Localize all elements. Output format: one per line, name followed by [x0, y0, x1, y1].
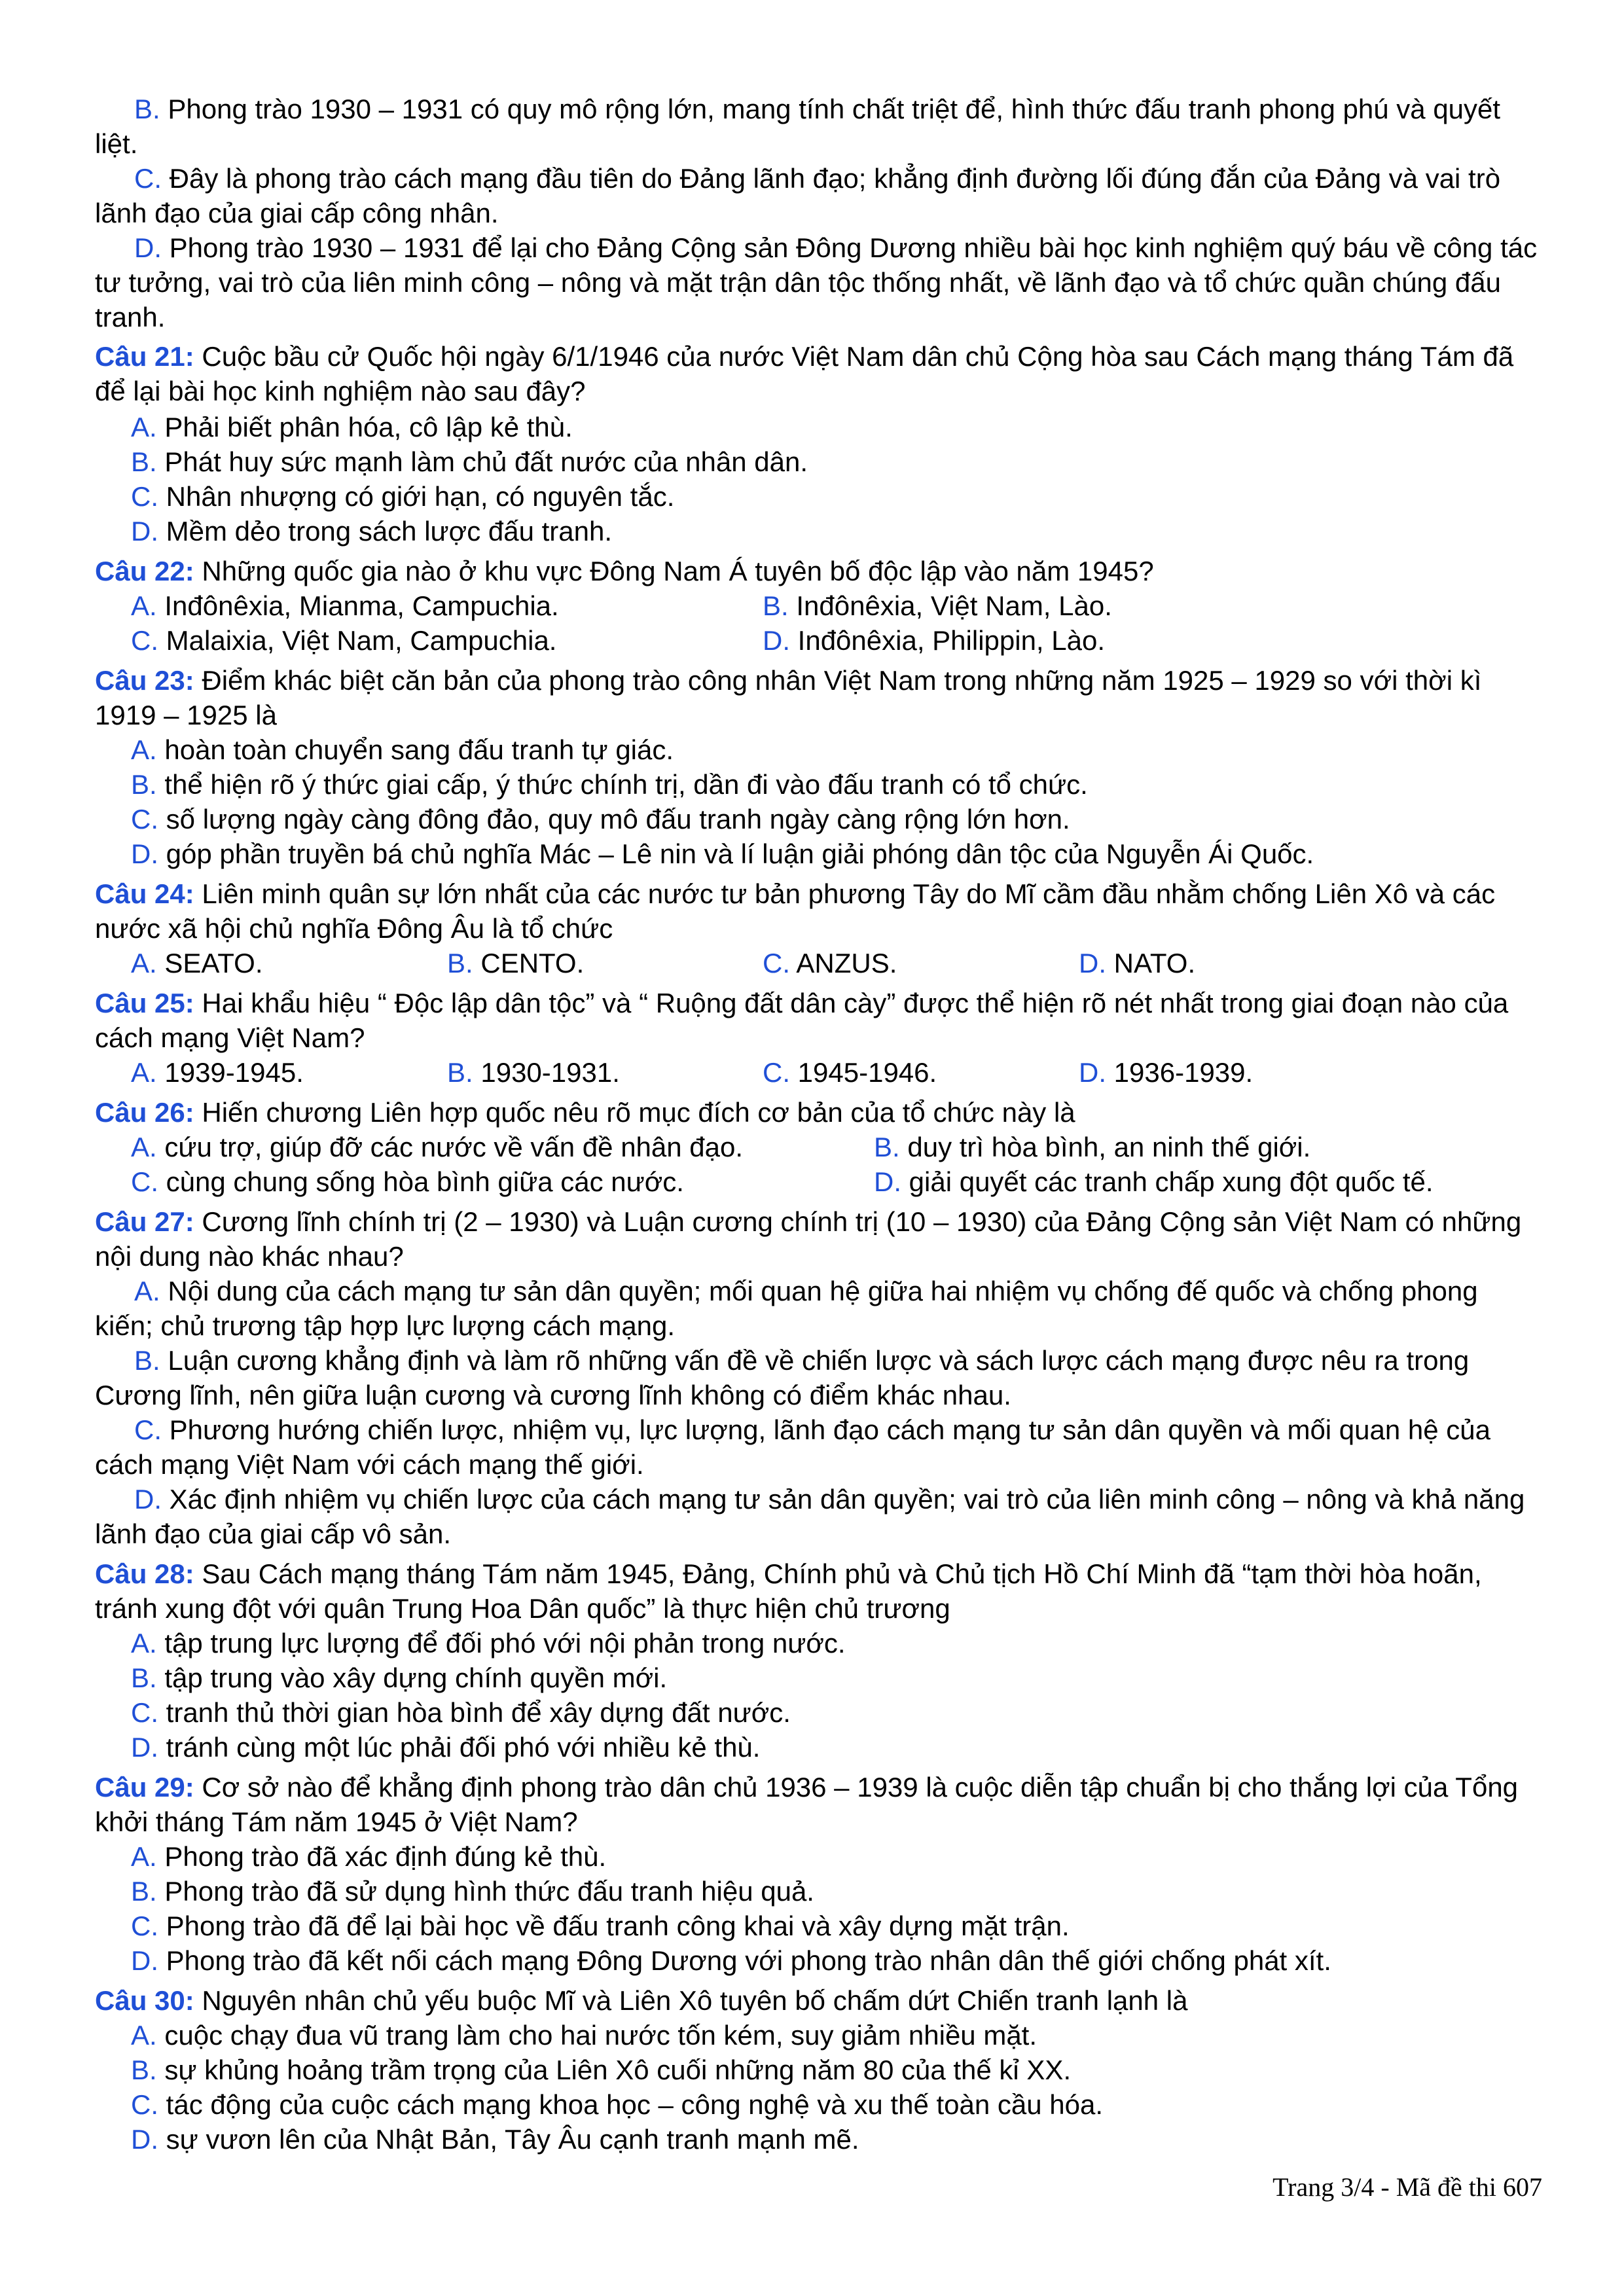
- option-23b: [131, 767, 1088, 802]
- option-label: D.: [763, 625, 790, 656]
- question-28: [95, 1556, 1538, 1626]
- option-21a: [131, 410, 573, 444]
- question-text: Nguyên nhân chủ yếu buộc Mĩ và Liên Xô tuyên bố chấm dứt Chiến tranh lạnh là: [202, 1985, 1188, 2016]
- option-text: 1945-1946.: [797, 1057, 937, 1088]
- question-text: Hai khẩu hiệu “ Độc lập dân tộc” và “ Ruộng đất dân cày” được thể hiện rõ nét nhất trong giai đoạn nào của cách mạng Việt Nam?: [95, 988, 1509, 1053]
- option-21d: [131, 514, 612, 548]
- option-text: Luận cương khẳng định và làm rõ những vấn đề về chiến lược và sách lược cách mạng được nêu ra trong Cương lĩnh, nên giữa luận cương và cương lĩnh không có điểm khác nhau.: [95, 1345, 1470, 1410]
- option-text: hoàn toàn chuyển sang đấu tranh tự giác.: [164, 734, 674, 765]
- question-text: Những quốc gia nào ở khu vực Đông Nam Á tuyên bố độc lập vào năm 1945?: [202, 556, 1154, 586]
- question-text: Hiến chương Liên hợp quốc nêu rõ mục đích cơ bản của tổ chức này là: [202, 1097, 1075, 1128]
- option-23c: [131, 802, 1070, 836]
- option-26c: [131, 1164, 684, 1199]
- question-text: Liên minh quân sự lớn nhất của các nước tư bản phương Tây do Mĩ cầm đầu nhằm chống Liên Xô và các nước xã hội chủ nghĩa Đông Âu là tổ chức: [95, 878, 1496, 944]
- option-label: B.: [134, 1345, 160, 1376]
- option-label: A.: [131, 412, 157, 442]
- question-22: [95, 554, 1538, 588]
- option-text: SEATO.: [164, 948, 263, 978]
- option-label: C.: [131, 804, 158, 834]
- option-28c: [131, 1695, 791, 1730]
- option-text: sự vươn lên của Nhật Bản, Tây Âu cạnh tranh mạnh mẽ.: [166, 2124, 859, 2155]
- option-text: Phương hướng chiến lược, nhiệm vụ, lực lượng, lãnh đạo cách mạng tư sản dân quyền và mối quan hệ của cách mạng Việt Nam với cách mạng thế giới.: [95, 1414, 1491, 1480]
- option-29b: [131, 1874, 814, 1909]
- option-24d: [1079, 946, 1195, 980]
- option-text: cùng chung sống hòa bình giữa các nước.: [166, 1166, 684, 1197]
- question-text: Cuộc bầu cử Quốc hội ngày 6/1/1946 của nước Việt Nam dân chủ Cộng hòa sau Cách mạng tháng Tám đã để lại bài học kinh nghiệm nào sau đây?: [95, 341, 1514, 406]
- option-label: B.: [131, 1876, 157, 1907]
- option-text: tranh thủ thời gian hòa bình để xây dựng đất nước.: [166, 1697, 791, 1728]
- option-text: Phải biết phân hóa, cô lập kẻ thù.: [164, 412, 573, 442]
- question-number: Câu 24:: [95, 878, 194, 909]
- option-label: C.: [131, 481, 158, 512]
- option-label: C.: [131, 2089, 158, 2120]
- question-number: Câu 27:: [95, 1206, 194, 1237]
- question-number: Câu 30:: [95, 1985, 194, 2016]
- option-text: Mềm dẻo trong sách lược đấu tranh.: [166, 516, 613, 547]
- option-text: Malaixia, Việt Nam, Campuchia.: [166, 625, 557, 656]
- option-text: Phong trào 1930 – 1931 có quy mô rộng lớn, mang tính chất triệt để, hình thức đấu tranh phong phú và quyết liệt.: [95, 94, 1501, 159]
- option-label: D.: [1079, 948, 1106, 978]
- question-30: [95, 1983, 1538, 2018]
- option-text: Phong trào đã sử dụng hình thức đấu tranh hiệu quả.: [164, 1876, 814, 1907]
- option-28d: [131, 1730, 760, 1765]
- option-label: B.: [874, 1132, 900, 1162]
- option-label: C.: [131, 1166, 158, 1197]
- option-29d: [131, 1943, 1331, 1978]
- option-21b: [131, 444, 808, 479]
- option-26a: [131, 1130, 743, 1164]
- question-number: Câu 29:: [95, 1772, 194, 1803]
- option-text: 1936-1939.: [1113, 1057, 1254, 1088]
- option-text: sự khủng hoảng trầm trọng của Liên Xô cuối những năm 80 của thế kỉ XX.: [164, 2054, 1072, 2085]
- option-27c: [95, 1412, 1538, 1482]
- option-text: Đây là phong trào cách mạng đầu tiên do Đảng lãnh đạo; khẳng định đường lối đúng đắn của Đảng và vai trò lãnh đạo của giai cấp công nhân.: [95, 163, 1501, 228]
- option-23a: [131, 732, 674, 767]
- question-number: Câu 28:: [95, 1558, 194, 1589]
- option-label: A.: [131, 948, 157, 978]
- option-21c: [131, 479, 674, 514]
- question-number: Câu 21:: [95, 341, 194, 372]
- option-26d: [874, 1164, 1434, 1199]
- question-text: Cơ sở nào để khẳng định phong trào dân chủ 1936 – 1939 là cuộc diễn tập chuẩn bị cho thắng lợi của Tổng khởi tháng Tám năm 1945 ở Việt Nam?: [95, 1772, 1519, 1837]
- option-text: Phong trào đã xác định đúng kẻ thù.: [164, 1841, 607, 1872]
- option-label: C.: [763, 948, 790, 978]
- option-label: D.: [134, 1484, 162, 1515]
- option-label: B.: [447, 1057, 473, 1088]
- question-25: [95, 986, 1538, 1055]
- option-25d: [1079, 1055, 1253, 1090]
- option-25a: [131, 1055, 304, 1090]
- question-text: Điểm khác biệt căn bản của phong trào công nhân Việt Nam trong những năm 1925 – 1929 so với thời kì 1919 – 1925 là: [95, 665, 1482, 730]
- question-21: [95, 339, 1538, 408]
- question-23: [95, 663, 1538, 732]
- option-label: A.: [131, 2020, 157, 2051]
- option-text: Nhân nhượng có giới hạn, có nguyên tắc.: [166, 481, 675, 512]
- option-28a: [131, 1626, 846, 1660]
- option-text: Phong trào đã để lại bài học về đấu tranh công khai và xây dựng mặt trận.: [166, 1910, 1070, 1941]
- option-29c: [131, 1909, 1070, 1943]
- option-text: Inđônêxia, Mianma, Campuchia.: [164, 590, 559, 621]
- option-text: 1930-1931.: [480, 1057, 620, 1088]
- option-c-prev: [95, 161, 1538, 230]
- question-number: Câu 23:: [95, 665, 194, 696]
- option-text: số lượng ngày càng đông đảo, quy mô đấu tranh ngày càng rộng lớn hơn.: [166, 804, 1070, 834]
- option-30d: [131, 2122, 859, 2157]
- option-text: cuộc chạy đua vũ trang làm cho hai nước tốn kém, suy giảm nhiều mặt.: [164, 2020, 1038, 2051]
- question-26: [95, 1095, 1538, 1130]
- option-label: D.: [874, 1166, 901, 1197]
- question-number: Câu 25:: [95, 988, 194, 1018]
- option-label: B.: [763, 590, 789, 621]
- option-22d: [763, 623, 1105, 658]
- question-29: [95, 1770, 1538, 1839]
- option-30b: [131, 2053, 1071, 2087]
- option-label: A.: [131, 1841, 157, 1872]
- question-text: Cương lĩnh chính trị (2 – 1930) và Luận cương chính trị (10 – 1930) của Đảng Cộng sản Việt Nam có những nội dung nào khác nhau?: [95, 1206, 1522, 1272]
- option-label: C.: [763, 1057, 790, 1088]
- option-label: C.: [131, 625, 158, 656]
- option-label: A.: [134, 1276, 160, 1306]
- option-24c: [763, 946, 897, 980]
- option-text: ANZUS.: [796, 948, 897, 978]
- option-text: tập trung lực lượng để đối phó với nội phản trong nước.: [164, 1628, 846, 1659]
- option-label: B.: [134, 94, 160, 124]
- option-text: Xác định nhiệm vụ chiến lược của cách mạng tư sản dân quyền; vai trò của liên minh công – nông và khả năng lãnh đạo của giai cấp vô sản.: [95, 1484, 1525, 1549]
- option-26b: [874, 1130, 1310, 1164]
- option-text: Inđônêxia, Philippin, Lào.: [797, 625, 1106, 656]
- option-27d: [95, 1482, 1538, 1551]
- option-label: A.: [131, 1628, 157, 1659]
- question-number: Câu 22:: [95, 556, 194, 586]
- option-25b: [447, 1055, 620, 1090]
- option-22a: [131, 588, 559, 623]
- option-text: cứu trợ, giúp đỡ các nước về vấn đề nhân đạo.: [164, 1132, 744, 1162]
- question-27: [95, 1204, 1538, 1274]
- option-label: B.: [131, 1662, 157, 1693]
- option-text: Inđônêxia, Việt Nam, Lào.: [796, 590, 1112, 621]
- option-label: B.: [131, 446, 157, 477]
- option-d-prev: [95, 230, 1538, 334]
- page-footer: Trang 3/4 - Mã đề thi 607: [1272, 2172, 1542, 2202]
- option-label: D.: [131, 1945, 158, 1976]
- option-text: Phong trào đã kết nối cách mạng Đông Dương với phong trào nhân dân thế giới chống phát xít.: [166, 1945, 1331, 1976]
- option-label: A.: [131, 590, 157, 621]
- option-label: A.: [131, 1132, 157, 1162]
- option-label: D.: [134, 232, 162, 263]
- option-label: D.: [1079, 1057, 1106, 1088]
- option-b-prev: [95, 92, 1538, 161]
- option-label: B.: [131, 769, 157, 800]
- option-label: C.: [131, 1697, 158, 1728]
- question-text: Sau Cách mạng tháng Tám năm 1945, Đảng, Chính phủ và Chủ tịch Hồ Chí Minh đã “tạm thời hòa hoãn, tránh xung đột với quân Trung Hoa Dân quốc” là thực hiện chủ trương: [95, 1558, 1482, 1624]
- option-27b: [95, 1343, 1538, 1412]
- question-number: Câu 26:: [95, 1097, 194, 1128]
- option-text: Phong trào 1930 – 1931 để lại cho Đảng Cộng sản Đông Dương nhiều bài học kinh nghiệm quý báu về công tác tư tưởng, vai trò của liên minh công – nông và mặt trận dân tộc thống nhất, về lãnh đạo và tổ chức quần chúng đấu tranh.: [95, 232, 1538, 332]
- option-text: góp phần truyền bá chủ nghĩa Mác – Lê nin và lí luận giải phóng dân tộc của Nguyễn Ái Quốc.: [166, 838, 1314, 869]
- option-text: giải quyết các tranh chấp xung đột quốc tế.: [909, 1166, 1434, 1197]
- option-label: A.: [131, 734, 157, 765]
- option-text: CENTO.: [480, 948, 585, 978]
- option-30a: [131, 2018, 1037, 2053]
- option-29a: [131, 1839, 606, 1874]
- option-27a: [95, 1274, 1538, 1343]
- option-text: NATO.: [1113, 948, 1196, 978]
- option-28b: [131, 1660, 667, 1695]
- option-text: tác động của cuộc cách mạng khoa học – công nghệ và xu thế toàn cầu hóa.: [166, 2089, 1104, 2120]
- option-30c: [131, 2087, 1103, 2122]
- option-label: D.: [131, 838, 158, 869]
- option-label: A.: [131, 1057, 157, 1088]
- option-label: B.: [447, 948, 473, 978]
- question-24: [95, 876, 1538, 946]
- option-22b: [763, 588, 1112, 623]
- option-text: tập trung vào xây dựng chính quyền mới.: [164, 1662, 668, 1693]
- option-text: Nội dung của cách mạng tư sản dân quyền; mối quan hệ giữa hai nhiệm vụ chống đế quốc và chống phong kiến; chủ trương tập hợp lực lượng cách mạng.: [95, 1276, 1478, 1341]
- option-25c: [763, 1055, 937, 1090]
- option-text: tránh cùng một lúc phải đối phó với nhiều kẻ thù.: [166, 1732, 761, 1763]
- option-text: thể hiện rõ ý thức giai cấp, ý thức chính trị, dần đi vào đấu tranh có tổ chức.: [164, 769, 1088, 800]
- option-label: B.: [131, 2054, 157, 2085]
- option-24a: [131, 946, 263, 980]
- option-label: D.: [131, 2124, 158, 2155]
- option-label: C.: [134, 1414, 162, 1445]
- option-label: D.: [131, 516, 158, 547]
- option-22c: [131, 623, 556, 658]
- option-text: 1939-1945.: [164, 1057, 304, 1088]
- option-24b: [447, 946, 584, 980]
- option-label: C.: [131, 1910, 158, 1941]
- option-text: Phát huy sức mạnh làm chủ đất nước của nhân dân.: [164, 446, 808, 477]
- option-text: duy trì hòa bình, an ninh thế giới.: [907, 1132, 1311, 1162]
- option-23d: [131, 836, 1314, 871]
- option-label: D.: [131, 1732, 158, 1763]
- option-label: C.: [134, 163, 162, 194]
